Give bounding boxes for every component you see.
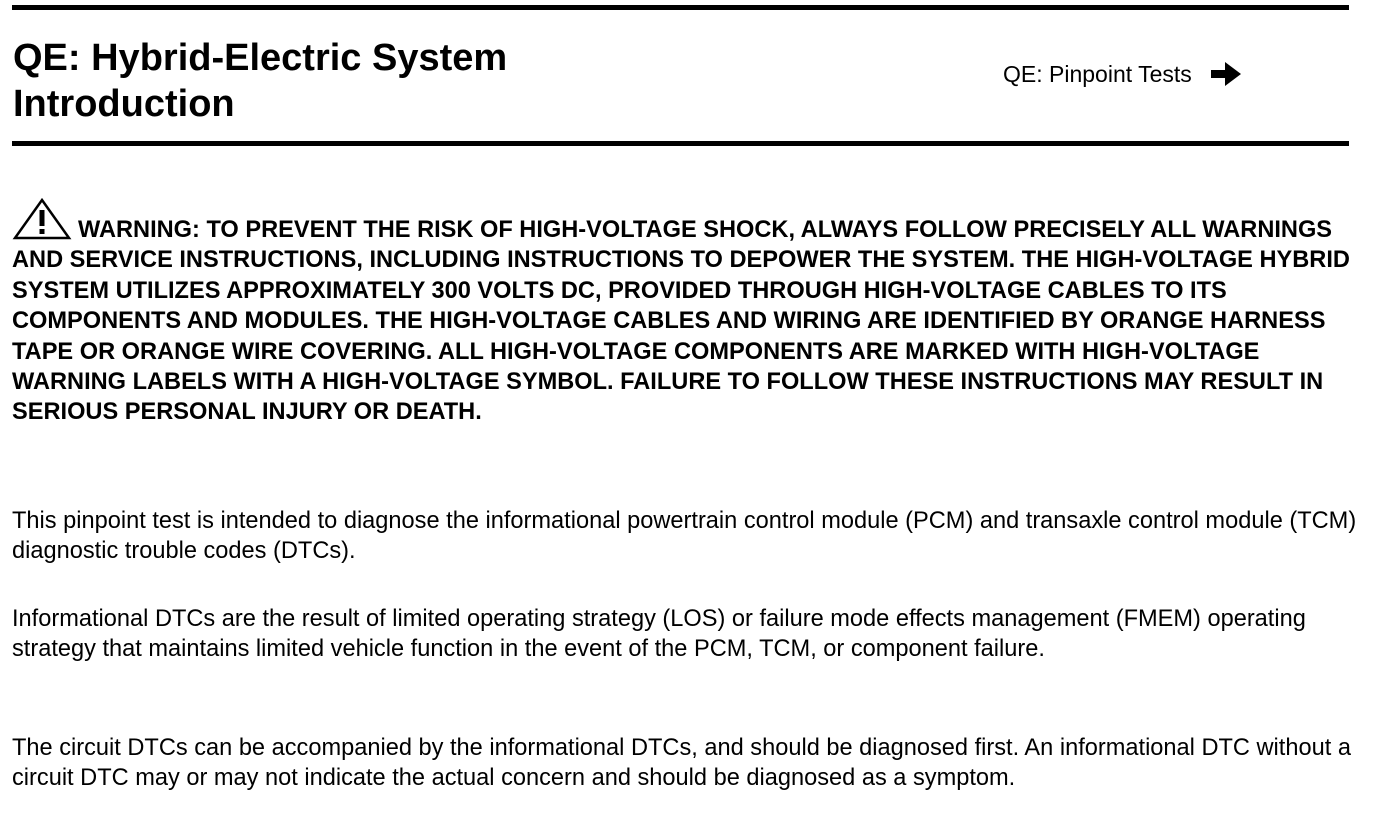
arrow-right-icon — [1210, 61, 1242, 87]
body-paragraph: The circuit DTCs can be accompanied by the informational DTCs, and should be diagnosed first. An informational DTC without a circuit DTC may or may not indicate the actual concern and should be diagnosed as a symptom. — [12, 735, 1351, 792]
page-title — [13, 35, 713, 127]
body-paragraph: Informational DTCs are the result of limited operating strategy (LOS) or failure mode effects management (FMEM) operating strategy that maintains limited vehicle function in the event of the PCM, TCM, or component failure. — [12, 606, 1306, 663]
high-voltage-warning — [12, 197, 1357, 428]
page-title-line-1: QE: Hybrid-Electric System — [13, 37, 508, 79]
body-paragraph: This pinpoint test is intended to diagnose the informational powertrain control module (PCM) and transaxle control module (TCM) diagnostic trouble codes (DTCs). — [12, 508, 1357, 565]
page-title-line-2: Introduction — [13, 83, 235, 125]
next-section-link-label: QE: Pinpoint Tests — [1003, 61, 1192, 87]
warning-text: WARNING: TO PREVENT THE RISK OF HIGH-VOLTAGE SHOCK, ALWAYS FOLLOW PRECISELY ALL WARNINGS AND SERVICE INSTRUCTIONS, INCLUDING INSTRUCTIONS TO DEPOWER THE SYSTEM. THE HIGH-VOLTAGE HYBRID SYSTEM UTILIZES APPROXIMATELY 300 VOLTS DC, PROVIDED THROUGH HIGH-VOLTAGE CABLES TO ITS COMPONENTS AND MODULES. THE HIGH-VOLTAGE CABLES AND WIRING ARE IDENTIFIED BY ORANGE HARNESS TAPE OR ORANGE WIRE COVERING. ALL HIGH-VOLTAGE COMPONENTS ARE MARKED WITH HIGH-VOLTAGE WARNING LABELS WITH A HIGH-VOLTAGE SYMBOL. FAILURE TO FOLLOW THESE INSTRUCTIONS MAY RESULT IN SERIOUS PERSONAL INJURY OR DEATH. — [12, 217, 1350, 426]
next-section-link[interactable] — [1003, 58, 1242, 90]
header-top-rule — [12, 5, 1349, 10]
header-bottom-rule — [12, 141, 1349, 146]
warning-triangle-icon — [12, 197, 72, 241]
